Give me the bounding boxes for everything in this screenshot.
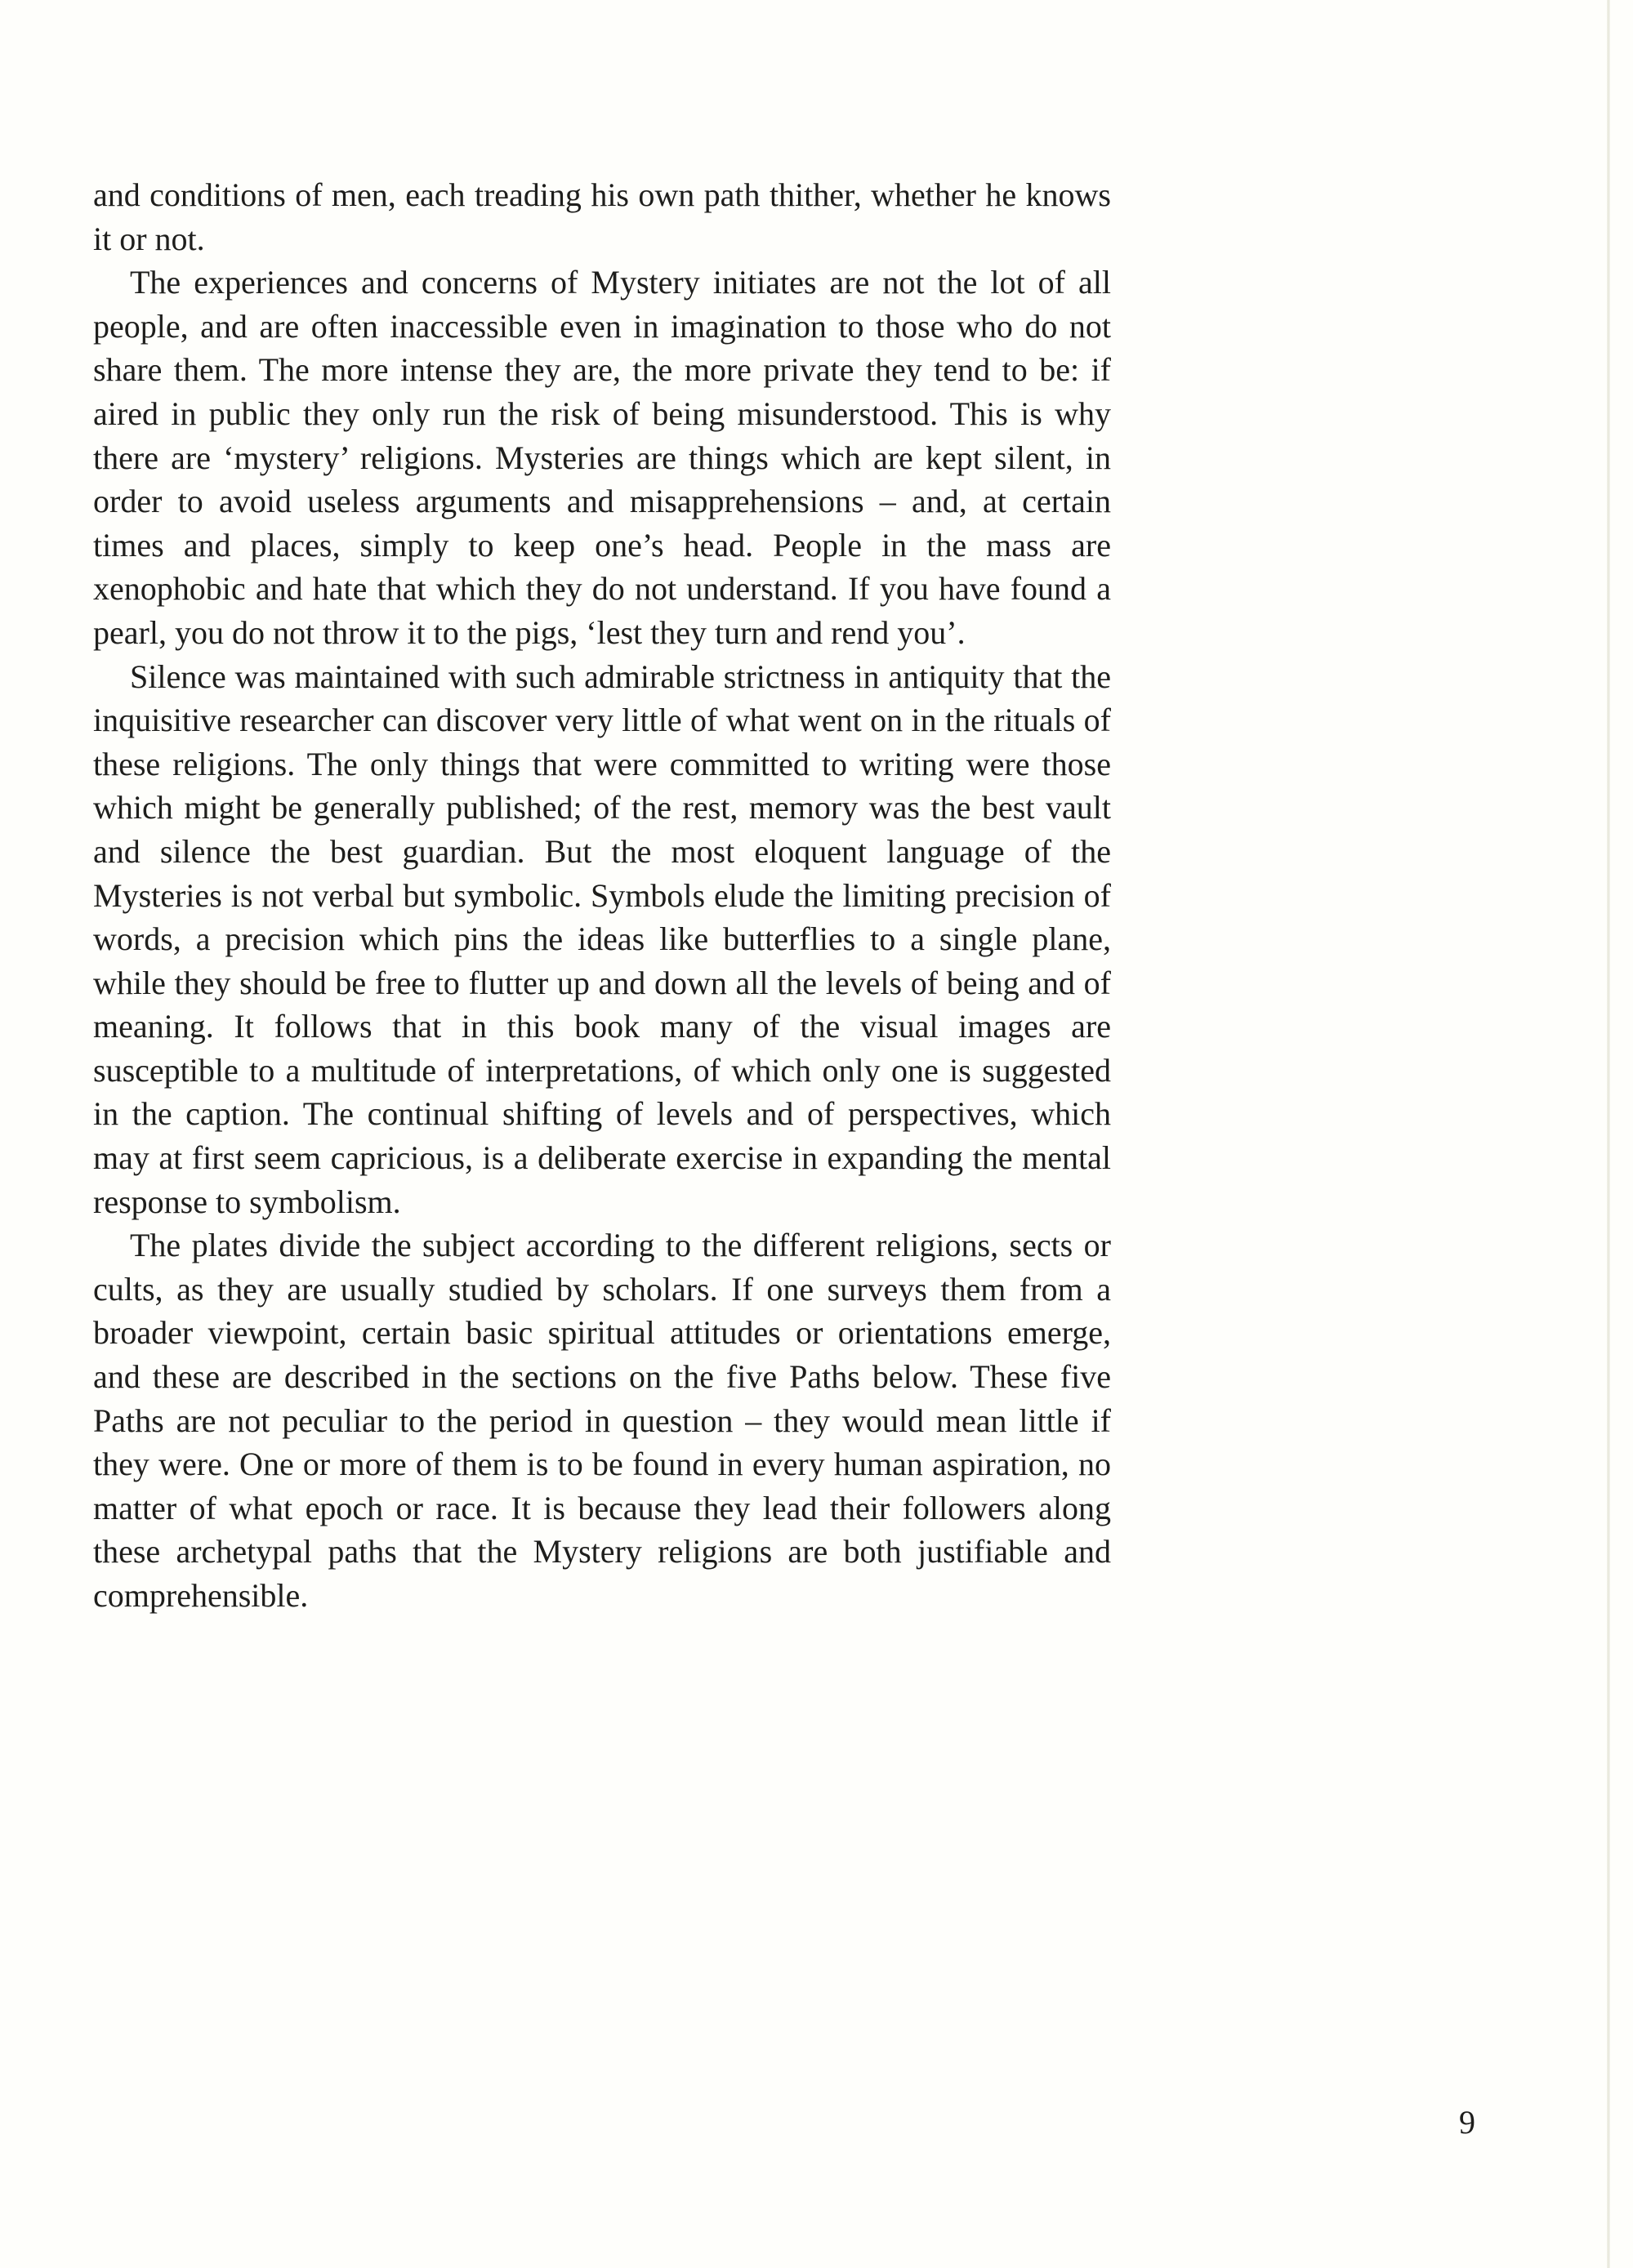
body-text (93, 173, 1111, 1618)
paragraph-plates-paths: The plates divide the subject according to the different religions, sects or cults, as they are usually studied by scholars. If one surveys them from a broader viewpoint, certain basic spiritual attitudes or orientations emerge, and these are described in the sections on the five Paths below. These five Paths are not peculiar to the period in question – they would mean little if they were. One or more of them is to be found in every human aspiration, no matter of what epoch or race. It is because they lead their followers along these archetypal paths that the Mystery religions are both justifiable and comprehensible. (93, 1227, 1111, 1614)
page-edge-shadow (1607, 0, 1610, 2268)
page-number: 9 (1459, 2104, 1475, 2141)
paragraph-continuation: and conditions of men, each treading his own path thither, whether he knows it or not. (93, 176, 1111, 257)
paragraph-mystery-initiates: The experiences and concerns of Mystery initiates are not the lot of all people, and are often inaccessible even in imagination to those who do not share them. The more intense they are, the more private they tend to be: if aired in public they only run the risk of being misunderstood. This is why there are ‘mystery’ religions. Mysteries are things which are kept silent, in order to avoid useless arguments and misapprehensions – and, at certain times and places, simply to keep one’s head. People in the mass are xenophobic and hate that which they do not understand. If you have found a pearl, you do not throw it to the pigs, ‘lest they turn and rend you’. (93, 264, 1111, 651)
paragraph-silence-antiquity: Silence was maintained with such admirable strictness in antiquity that the inquisitive researcher can discover very little of what went on in the rituals of these religions. The only things that were committed to writing were those which might be generally published; of the rest, memory was the best vault and silence the best guardian. But the most eloquent language of the Mysteries is not verbal but symbolic. Symbols elude the limiting precision of words, a precision which pins the ideas like butterflies to a single plane, while they should be free to flutter up and down all the levels of being and of meaning. It follows that in this book many of the visual images are susceptible to a multitude of interpretations, of which only one is suggested in the caption. The continual shifting of levels and of perspectives, which may at first seem capricious, is a deliberate exercise in expanding the mental response to symbolism. (93, 657, 1111, 1220)
